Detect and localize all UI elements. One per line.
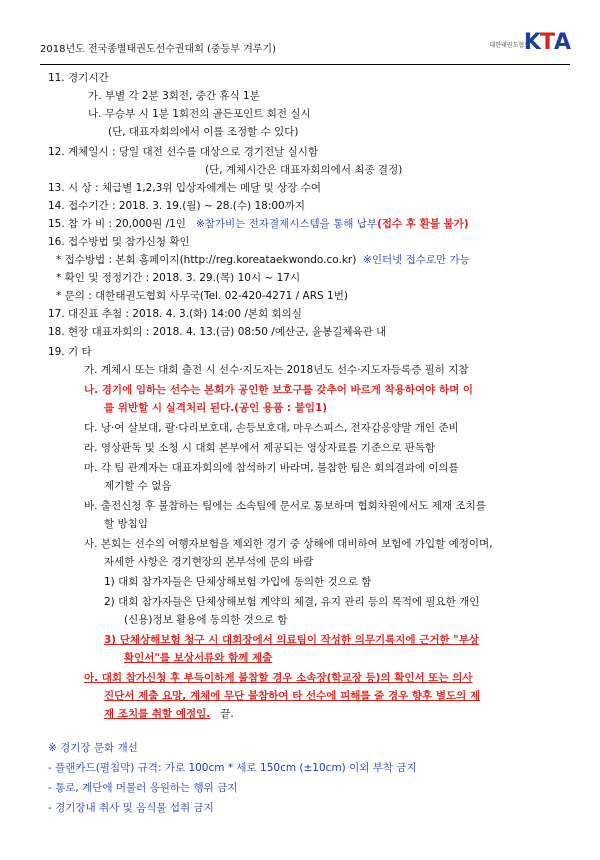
notice-title: ※ 경기장 문화 개선 — [48, 742, 138, 754]
notice-item-2: - 통로, 계단에 머물러 응원하는 행위 금지 — [48, 782, 238, 794]
item-19g-sub2-cont: (신용)정보 활용에 동의한 것으로 함 — [124, 614, 288, 626]
item-16c: * 문의 : 대한태권도협회 사무국(Tel. 02-420-4271 / ARS 1번) — [56, 290, 348, 302]
item-17: 17. 대진표 추첨 : 2018. 4. 3.(화) 14:00 /본회 회의실 — [48, 308, 302, 320]
item-16a: * 접수방법 : 본회 홈페이지(http://reg.koreataekwondo.co.kr) ※인터넷 접수로만 가능 — [56, 254, 470, 266]
item-11: 11. 경기시간 — [48, 72, 109, 84]
item-19g-sub1: 1) 대회 참가자들은 단체상해보험 가입에 동의한 것으로 함 — [104, 576, 372, 588]
item-14: 14. 접수기간 : 2018. 3. 19.(월) ~ 28.(수) 18:00까지 — [48, 200, 305, 212]
item-16: 16. 접수방법 및 참가신청 확인 — [48, 236, 190, 248]
item-19e-line1: 마. 각 팀 관계자는 대표자회의에 참석하기 바라며, 불참한 팀은 회의결과에 이의를 — [84, 462, 459, 474]
item-19h-line2: 진단서 제출 요망, 계체에 무단 불참하여 타 선수에 피해를 줄 경우 향후 별도의 제 — [104, 690, 481, 702]
item-19h-line1: 아. 대회 참가신청 후 부득이하게 불참할 경우 소속장(학교장 등)의 확인서 또는 의사 — [84, 672, 473, 684]
item-19g-sub3: 3) 단체상해보험 청구 시 대회장에서 의료팀이 작성한 의무기록지에 근거한 "부상 — [104, 634, 480, 646]
item-11a: 가. 부별 각 2분 3회전, 중간 휴식 1분 — [88, 90, 260, 102]
logo-mark: KTA — [523, 30, 570, 55]
header-title: 2018년도 전국종별태권도선수권대회 (중등부 겨루기) — [40, 44, 276, 55]
item-11b: 나. 무승부 시 1분 1회전의 골든포인트 회전 실시 — [88, 108, 311, 120]
item-18: 18. 현장 대표자회의 : 2018. 4. 13.(금) 08:50 /예산군, 윤봉길체육관 내 — [48, 326, 387, 338]
item-19f-line2: 할 방침임 — [104, 518, 148, 530]
item-19g-line1: 사. 본회는 선수의 여행자보험을 제외한 경기 중 상해에 대비하여 보험에 가입할 예정이며, — [84, 538, 493, 550]
item-15: 15. 참 가 비 : 20,000원 /1인 ※참가비는 전자결제시스템을 통해 납부(접수 후 환불 불가) — [48, 218, 469, 230]
item-13: 13. 시 상 : 체급별 1,2,3위 입상자에게는 메달 및 상장 수여 — [48, 182, 322, 194]
item-19: 19. 기 타 — [48, 346, 92, 358]
item-12: 12. 계체일시 : 당일 대전 선수를 대상으로 경기전날 실시함 — [48, 146, 319, 158]
notice-item-1: - 플랜카드(펼침막) 규격: 가로 100cm * 세로 150cm (±10cm) 이외 부착 금지 — [48, 762, 417, 774]
item-19a: 가. 계체시 또는 대회 출전 시 선수·지도자는 2018년도 선수·지도자등록증 필히 지참 — [84, 364, 469, 376]
item-19b-line1: 나. 경기에 임하는 선수는 본회가 공인한 보호구를 갖추어 바르게 착용하여야 하며 이 — [84, 384, 474, 396]
item-19g-sub3-cont: 확인서"를 보상서류와 함께 제출 — [124, 652, 273, 664]
item-19h-line3: 재 조치를 취할 예정임. 끝. — [104, 708, 234, 720]
item-19f-line1: 바. 출전신청 후 불참하는 팀에는 소속팀에 문서로 통보하며 협회차원에서도 제재 조치를 — [84, 500, 486, 512]
item-19g-line2: 자세한 사항은 경기현장의 본부석에 문의 바람 — [104, 556, 314, 568]
item-19c: 다. 낭·여 살보대, 팔·다리보호대, 손등보호대, 마우스피스, 전자감응양말 개인 준비 — [84, 422, 459, 434]
logo-caption: 대한태권도협회 — [489, 42, 530, 49]
item-19e-line2: 제기할 수 없음 — [104, 480, 172, 492]
item-16b: * 확인 및 정정기간 : 2018. 3. 29.(목) 10시 ~ 17시 — [56, 272, 301, 284]
item-19b-line2: 를 위반할 시 실격처리 된다.(공인 용품 : 붙임1) — [104, 402, 328, 414]
item-11c: (단, 대표자회의에서 이를 조정할 수 있다) — [108, 126, 299, 138]
notice-item-3: - 경기장내 취사 및 음식물 섭취 금지 — [48, 802, 214, 814]
header-divider — [40, 64, 570, 65]
item-12b: (단, 계체시간은 대표자회의에서 최종 결정) — [205, 164, 403, 176]
item-19d: 라. 영상판독 및 소청 시 대회 본부에서 제공되는 영상자료를 기준으로 판독함 — [84, 442, 436, 454]
item-19g-sub2: 2) 대회 참가자들은 단체상해보험 계약의 체결, 유지 관리 등의 목적에 필요한 개인 — [104, 596, 480, 608]
